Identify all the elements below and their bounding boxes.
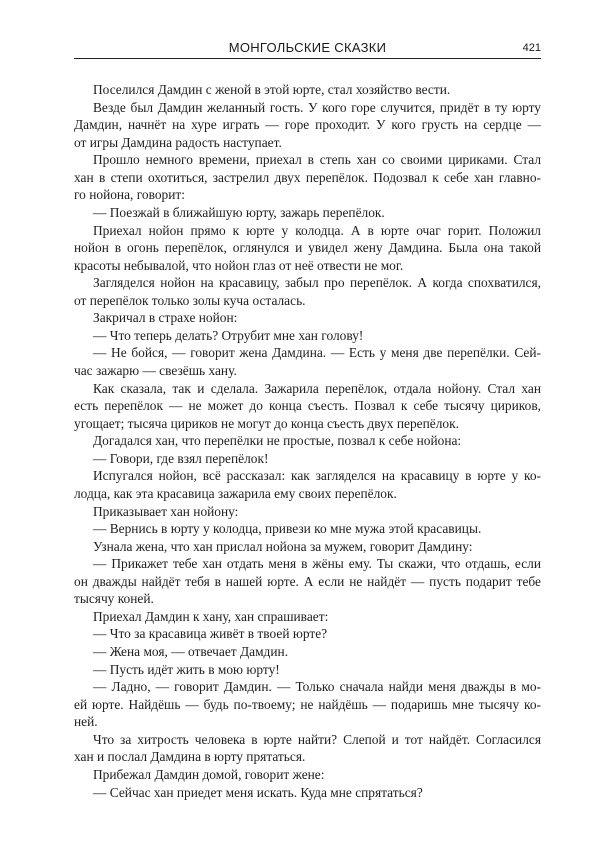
story-text [74,81,541,801]
text-line: красоты небывалой, что нойон глаз от неё отвести не мог. [74,257,404,273]
text-line: ней. [74,714,98,730]
text-line: тысячу коней. [74,591,154,607]
text-line: хан в степи охотиться, застрелил двух перепёлок. Подозвал к себе хан главно- [74,169,541,185]
text-line: — Не бойся, — говорит жена Дамдина. — Есть у меня две перепёлки. Сей- [93,345,541,361]
text-line: Приказывает хан нойону: [93,503,239,519]
running-header [74,40,541,59]
text-line: лодца, как эта красавица зажарила ему своих перепёлок. [74,485,397,501]
text-line: — Прикажет тебе хан отдать меня в жёны ему. Ты скажи, что отдашь, если [93,556,541,572]
text-line: — Вернись в юрту у колодца, привези ко мне мужа этой красавицы. [93,521,482,537]
text-line: Испугался нойон, всё рассказал: как загляделся на красавицу в юрте у ко- [93,468,541,484]
text-line: Поселился Дамдин с женой в этой юрте, стал хозяйство вести. [93,82,451,97]
text-line: — Поезжай в ближайшую юрту, зажарь перепёлок. [93,204,385,220]
text-line: Узнала жена, что хан прислал нойона за мужем, говорит Дамдину: [93,538,473,554]
text-line: Дамдин, начнёт на хуре играть — горе проходит. У кого грусть на сердце — [74,117,541,133]
text-line: — Что теперь делать? Отрубит мне хан голову! [93,327,364,343]
text-line: Догадался хан, что перепёлки не простые, позвал к себе нойона: [93,433,462,449]
text-line: Что за хитрость человека в юрте найти? Слепой и тот найдёт. Согласился [93,731,541,747]
text-line: Прошло немного времени, приехал в степь хан со своими цириками. Стал [93,152,541,168]
text-line: Приехал нойон прямо к юрте у колодца. А в юрте очаг горит. Положил [93,222,541,238]
text-line: нойон в огонь перепёлок, оглянулся и увидел жену Дамдина. Была она такой [74,240,541,256]
text-line: — Жена моя, — отвечает Дамдин. [93,644,289,659]
text-line: от игры Дамдина радость наступает. [74,134,282,150]
book-title: МОНГОЛЬСКИЕ СКАЗКИ [228,40,387,55]
text-line: Закричал в страхе нойон: [93,310,238,326]
text-line: час зажарю — свезёшь хану. [74,363,237,378]
text-line: — Ладно, — говорит Дамдин. — Только сначала найди меня дважды в мо- [93,679,541,695]
text-line: он дважды найдёт тебя в нашей юрте. А если не найдёт — пусть подарит тебе [74,573,541,589]
text-line: есть перепёлок — не может до конца съесть. Позвал к себе тысячу цириков, [74,398,541,414]
text-line: Загляделся нойон на красавицу, забыл про перепёлок. А когда спохватился, [93,275,541,291]
text-line: Прибежал Дамдин домой, говорит жене: [93,766,325,782]
text-line: Везде был Дамдин желанный гость. У кого горе случится, придёт в ту юрту [93,99,541,115]
text-line: — Говори, где взял перепёлок! [93,450,269,466]
text-line: Как сказала, так и сделала. Зажарила перепёлок, отдала нойону. Стал хан [93,380,541,396]
page-number: 421 [522,42,541,54]
text-line: — Что за красавица живёт в твоей юрте? [93,626,328,642]
text-line: угощает; тысяча цириков не могут до конца съесть двух перепёлок. [74,415,459,431]
text-line: — Сейчас хан приедет меня искать. Куда мне спрятаться? [93,784,423,800]
text-line: от перепёлок только золы куча осталась. [74,292,306,308]
text-line: ей юрте. Найдёшь — будь по-твоему; не найдёшь — подаришь мне тысячу ко- [74,696,541,712]
text-line: Приехал Дамдин к хану, хан спрашивает: [93,608,329,624]
text-line: хан и послал Дамдина в юрту прятаться. [74,749,306,765]
text-line: — Пусть идёт жить в мою юрту! [93,661,280,677]
text-line: го нойона, говорит: [74,187,185,203]
header-divider [74,58,541,59]
